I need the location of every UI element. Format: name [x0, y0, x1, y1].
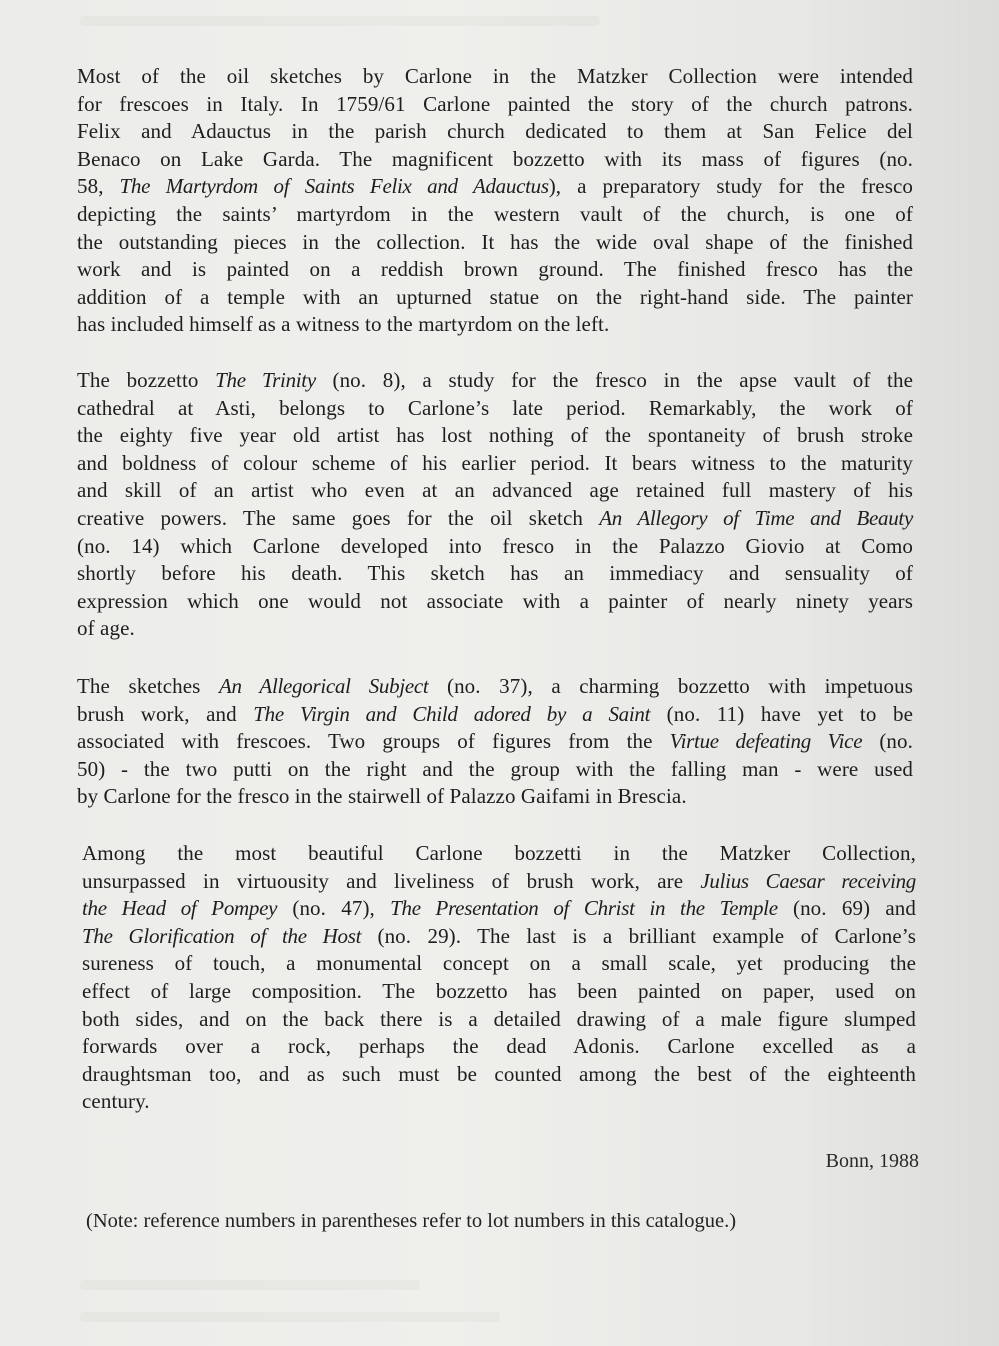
artwork-title: An Allegorical Subject [218, 674, 429, 698]
catalogue-note: (Note: reference numbers in parentheses refer to lot numbers in this catalogue.) [86, 1210, 737, 1232]
text-run: sureness of touch, a monumental concept on a small scale, yet producing the [82, 951, 916, 976]
artwork-title: The Glorification of the Host [82, 923, 362, 948]
text-line [77, 311, 913, 339]
text-run: cathedral at Asti, belongs to Carlone’s late period. Remarkably, the work of [77, 395, 913, 420]
text-run: for frescoes in Italy. In 1759/61 Carlone painted the story of the church patrons. [77, 91, 913, 116]
text-run: addition of a temple with an upturned statue on the right-hand side. The painter [77, 284, 913, 309]
text-run: unsurpassed in virtuousity and liveliness of brush work, are [82, 868, 701, 893]
text-line [82, 868, 916, 896]
artwork-title: The Martyrdom of Saints Felix and Adauctus [119, 174, 549, 199]
text-line [77, 673, 913, 701]
text-run: of age. [77, 616, 135, 641]
text-line [77, 367, 913, 395]
text-line [82, 895, 916, 923]
text-run: associated with frescoes. Two groups of figures from the [77, 729, 670, 754]
text-line [82, 950, 916, 978]
text-line [77, 588, 913, 616]
text-run: forwards over a rock, perhaps the dead Adonis. Carlone excelled as a [82, 1034, 916, 1059]
text-run: ), a preparatory study for the fresco [548, 174, 914, 199]
text-run: (no. 8), a study for the fresco in the apse vault of the [315, 368, 914, 392]
text-run: (no. 47), [277, 896, 391, 921]
text-run: The sketches [77, 674, 219, 698]
text-run: (no. 11) have yet to be [650, 701, 914, 726]
text-line [77, 201, 913, 229]
text-run: effect of large composition. The bozzetto has been painted on paper, used on [82, 978, 916, 1003]
text-line [77, 256, 913, 284]
text-run: work and is painted on a reddish brown ground. The finished fresco has the [77, 257, 913, 282]
artwork-title: Virtue defeating Vice [669, 729, 863, 754]
text-line [82, 1088, 916, 1116]
paragraph-trinity [77, 367, 913, 643]
signoff-place-date: Bonn, 1988 [825, 1150, 919, 1172]
paragraph-most-beautiful [82, 840, 916, 1116]
text-run: depicting the saints’ martyrdom in the western vault of the church, is one of [77, 201, 913, 226]
text-run: brush work, and [77, 701, 254, 726]
artwork-title: the Head of Pompey [82, 896, 278, 921]
text-line [77, 783, 913, 811]
text-line [77, 701, 913, 729]
text-line [82, 1006, 916, 1034]
text-run: Felix and Adauctus in the parish church dedicated to them at San Felice del [77, 119, 913, 144]
paragraph-allegorical-subject [77, 673, 913, 811]
text-run: Most of the oil sketches by Carlone in the Matzker Collection were intended [77, 64, 913, 88]
artwork-title: Julius Caesar receiving [700, 868, 917, 893]
paragraph-intro-frescoes [77, 63, 913, 339]
text-run: (no. 69) and [777, 896, 917, 921]
text-run: shortly before his death. This sketch has an immediacy and sensuality of [77, 561, 913, 586]
bleed-through-mark [80, 1312, 500, 1322]
text-line [82, 978, 916, 1006]
text-line [77, 63, 913, 91]
text-line [82, 923, 916, 951]
text-run: Among the most beautiful Carlone bozzetti in the Matzker Collection, [82, 841, 916, 865]
text-line [77, 615, 913, 643]
text-line [77, 477, 913, 505]
text-run: (no. [862, 729, 913, 754]
bleed-through-mark [80, 1280, 420, 1290]
text-run: by Carlone for the fresco in the stairwell of Palazzo Gaifami in Brescia. [77, 784, 687, 809]
text-run: the eighty five year old artist has lost nothing of the spontaneity of brush stroke [77, 423, 913, 448]
artwork-title: The Presentation of Christ in the Temple [390, 896, 778, 921]
artwork-title: An Allegory of Time and Beauty [599, 505, 913, 530]
text-run: (no. 14) which Carlone developed into fresco in the Palazzo Giovio at Como [77, 533, 913, 558]
text-run: 58, [77, 174, 120, 199]
text-run: creative powers. The same goes for the oil sketch [77, 505, 600, 530]
text-line [82, 840, 916, 868]
text-run: both sides, and on the back there is a detailed drawing of a male figure slumped [82, 1006, 916, 1031]
text-line [77, 229, 913, 257]
text-run: the outstanding pieces in the collection. It has the wide oval shape of the finished [77, 229, 913, 254]
text-line [77, 173, 913, 201]
artwork-title: The Virgin and Child adored by a Saint [253, 701, 651, 726]
text-line [77, 450, 913, 478]
text-line [77, 118, 913, 146]
text-run: has included himself as a witness to the martyrdom on the left. [77, 312, 610, 337]
text-line [77, 395, 913, 423]
text-run: 50) - the two putti on the right and the group with the falling man - were used [77, 756, 913, 781]
text-run: Benaco on Lake Garda. The magnificent bozzetto with its mass of figures (no. [77, 146, 913, 171]
text-line [82, 1033, 916, 1061]
text-run: expression which one would not associate with a painter of nearly ninety years [77, 588, 913, 613]
text-line [77, 422, 913, 450]
text-line [77, 505, 913, 533]
text-line [77, 91, 913, 119]
text-line [77, 146, 913, 174]
text-run: (no. 29). The last is a brilliant example of Carlone’s [361, 923, 916, 948]
artwork-title: The Trinity [215, 368, 316, 392]
text-line [82, 1061, 916, 1089]
text-line [77, 728, 913, 756]
text-run: draughtsman too, and as such must be counted among the best of the eighteenth [82, 1061, 916, 1086]
text-run: century. [82, 1089, 150, 1114]
bleed-through-mark [80, 16, 600, 26]
text-run: The bozzetto [77, 368, 216, 392]
text-line [77, 533, 913, 561]
text-run: (no. 37), a charming bozzetto with impetuous [428, 674, 914, 698]
text-line [77, 560, 913, 588]
text-line [77, 284, 913, 312]
text-run: and skill of an artist who even at an advanced age retained full mastery of his [77, 478, 913, 503]
text-run: and boldness of colour scheme of his earlier period. It bears witness to the maturity [77, 450, 913, 475]
text-line [77, 756, 913, 784]
